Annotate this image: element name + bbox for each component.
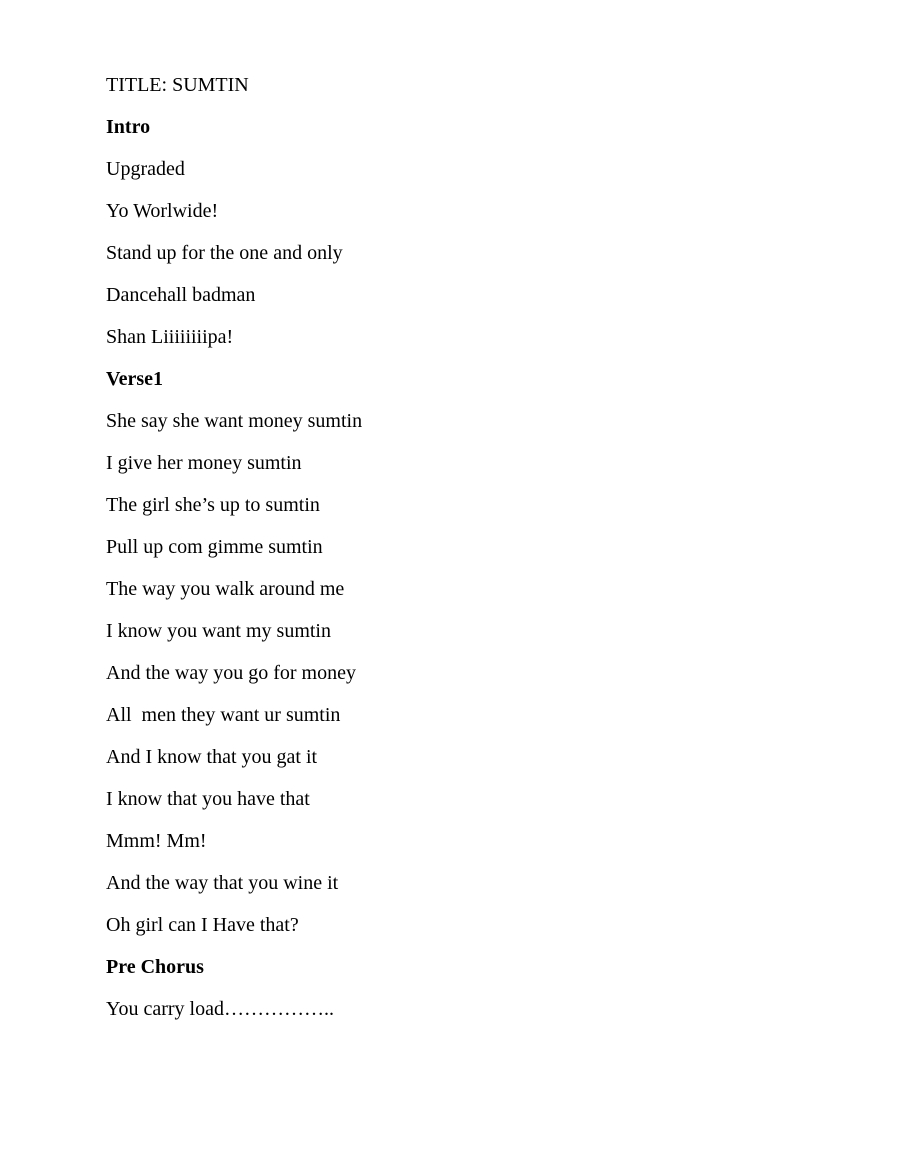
lyric-line: Oh girl can I Have that? [106, 914, 299, 936]
lyric-line: I give her money sumtin [106, 452, 302, 474]
lyric-line: Stand up for the one and only [106, 242, 343, 264]
lyric-line: The way you walk around me [106, 578, 345, 600]
section-heading-verse1: Verse1 [106, 368, 164, 390]
lyric-line: Mmm! Mm! [106, 830, 207, 852]
lyric-line: All men they want ur sumtin [106, 704, 341, 726]
lyric-line: Yo Worlwide! [106, 200, 219, 222]
lyric-line: Upgraded [106, 158, 185, 180]
lyric-line: And the way that you wine it [106, 872, 339, 894]
lyric-line: Dancehall badman [106, 284, 256, 306]
lyric-line: The girl she’s up to sumtin [106, 494, 320, 516]
song-title: TITLE: SUMTIN [106, 74, 249, 96]
lyric-line: Shan Liiiiiiiipa! [106, 326, 234, 348]
lyric-line: I know that you have that [106, 788, 310, 810]
lyric-line: You carry load…………….. [106, 998, 334, 1020]
lyric-line: Pull up com gimme sumtin [106, 536, 323, 558]
lyric-line: I know you want my sumtin [106, 620, 331, 642]
lyrics-body [106, 72, 362, 1038]
section-heading-intro: Intro [106, 116, 151, 138]
lyric-line: She say she want money sumtin [106, 410, 363, 432]
lyric-line: And I know that you gat it [106, 746, 318, 768]
section-heading-pre-chorus: Pre Chorus [106, 956, 204, 978]
lyric-line: And the way you go for money [106, 662, 356, 684]
